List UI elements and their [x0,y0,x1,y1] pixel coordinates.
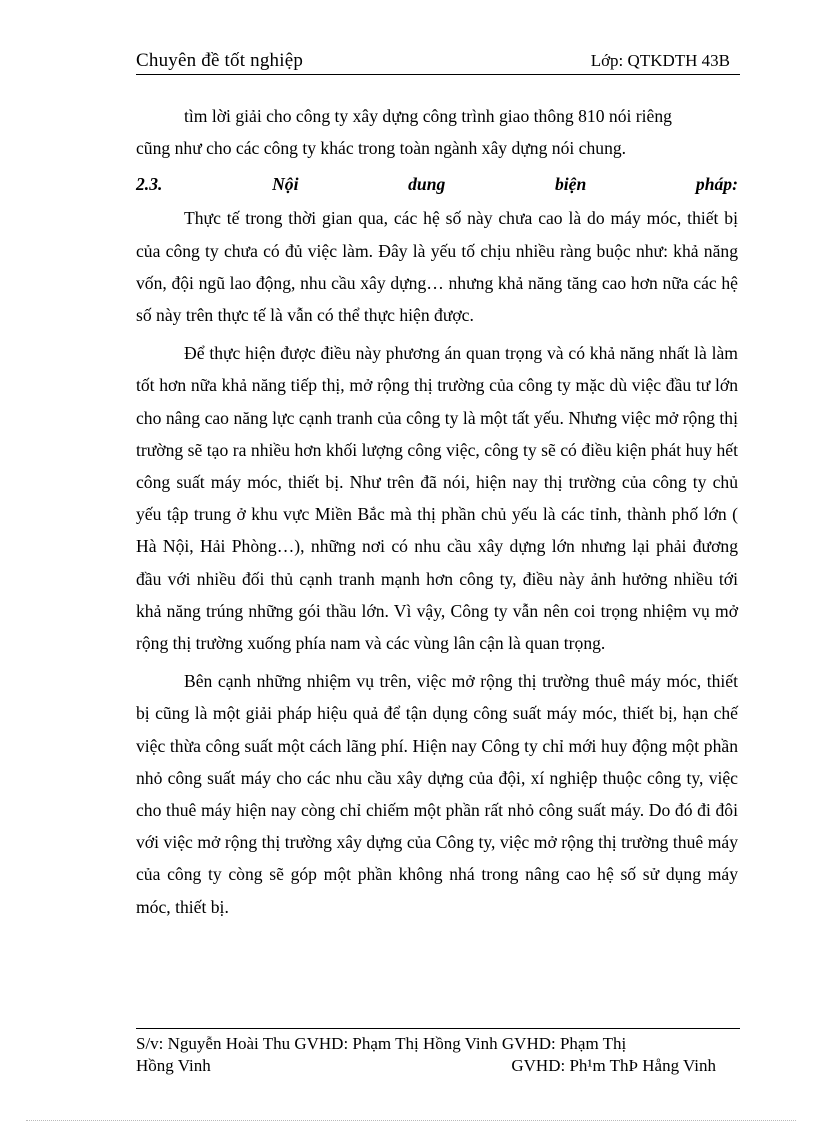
section-heading [136,168,738,200]
section-title-word: biện [554,174,587,195]
footer-line [136,1055,716,1077]
footer-text: GVHD: Ph¹m ThÞ Hång Vinh [511,1056,716,1075]
section-number: 2.3. [136,174,163,195]
document-body [136,100,738,929]
class-label: Lớp: QTKDTH 43B [590,51,730,70]
paragraph: Bên cạnh những nhiệm vụ trên, việc mở rộng thị trường thuê máy móc, thiết bị cũng là một giải pháp hiệu quả để tận dụng công suất máy móc, thiết bị, hạn chế việc thừa công suất một cách lãng phí. Hiện nay Công ty chỉ mới huy động một phần nhỏ công suất máy cho các nhu cầu xây dựng của đội, xí nghiệp thuộc công ty, việc cho thuê máy hiện nay còng chỉ chiếm một phần rất nhỏ công suất máy. Do đó đi đôi với việc mở rộng thị trường xây dựng của Công ty, việc mở rộng thị trường thuê máy của công ty còng sẽ góp một phần không nhá trong nâng cao hệ số sử dụng máy móc, thiết bị. [136,671,738,917]
paragraph-continued-line1: tìm lời giải cho công ty xây dựng công trình giao thông 810 nói riêng [184,106,672,126]
page-edge-divider [26,1120,796,1121]
paragraph: Thực tế trong thời gian qua, các hệ số này chưa cao là do máy móc, thiết bị của công ty chưa có đủ việc làm. Đây là yếu tố chịu nhiều ràng buộc như: khả năng vốn, đội ngũ lao động, nhu cầu xây dựng… nhưng khả năng tăng cao hơn nữa các hệ số này trên thực tế là vẫn có thể thực hiện được. [136,208,738,326]
page-footer [136,1028,740,1077]
section-title-word: pháp: [695,174,738,195]
footer-text: Hồng Vinh [136,1056,211,1075]
paragraph: Để thực hiện được điều này phương án quan trọng và có khả năng nhất là làm tốt hơn nữa khả năng tiếp thị, mở rộng thị trường của công ty mặc dù việc đầu tư lớn cho nâng cao năng lực cạnh tranh của công ty là một tất yếu. Nhưng việc mở rộng thị trường sẽ tạo ra nhiều hơn khối lượng công việc, công ty sẽ có điều kiện phát huy hết công suất máy móc, thiết bị. Như trên đã nói, hiện nay thị trường của công ty chủ yếu tập trung ở khu vực Miền Bắc mà thị phần chủ yếu là các tỉnh, thành phố lớn ( Hà Nội, Hải Phòng…), những nơi có nhu cầu xây dựng lớn nhưng lại phải đương đầu với nhiều đối thủ cạnh tranh mạnh hơn công ty, điều này ảnh hưởng nhiều tới khả năng trúng những gói thầu lớn. Vì vậy, Công ty vẫn nên coi trọng nhiệm vụ mở rộng thị trường xuống phía nam và các vùng lân cận là quan trọng. [136,343,738,654]
footer-line: S/v: Nguyễn Hoài Thu GVHD: Phạm Thị Hồng Vinh GVHD: Phạm Thị [136,1034,627,1053]
page-header [136,50,740,75]
paragraph-continued-line2: cũng như cho các công ty khác trong toàn ngành xây dựng nói chung. [136,138,627,159]
document-title: Chuyên đề tốt nghiệp [136,50,304,71]
section-title-word: dung [408,174,446,195]
section-title-word: Nội [272,174,299,195]
